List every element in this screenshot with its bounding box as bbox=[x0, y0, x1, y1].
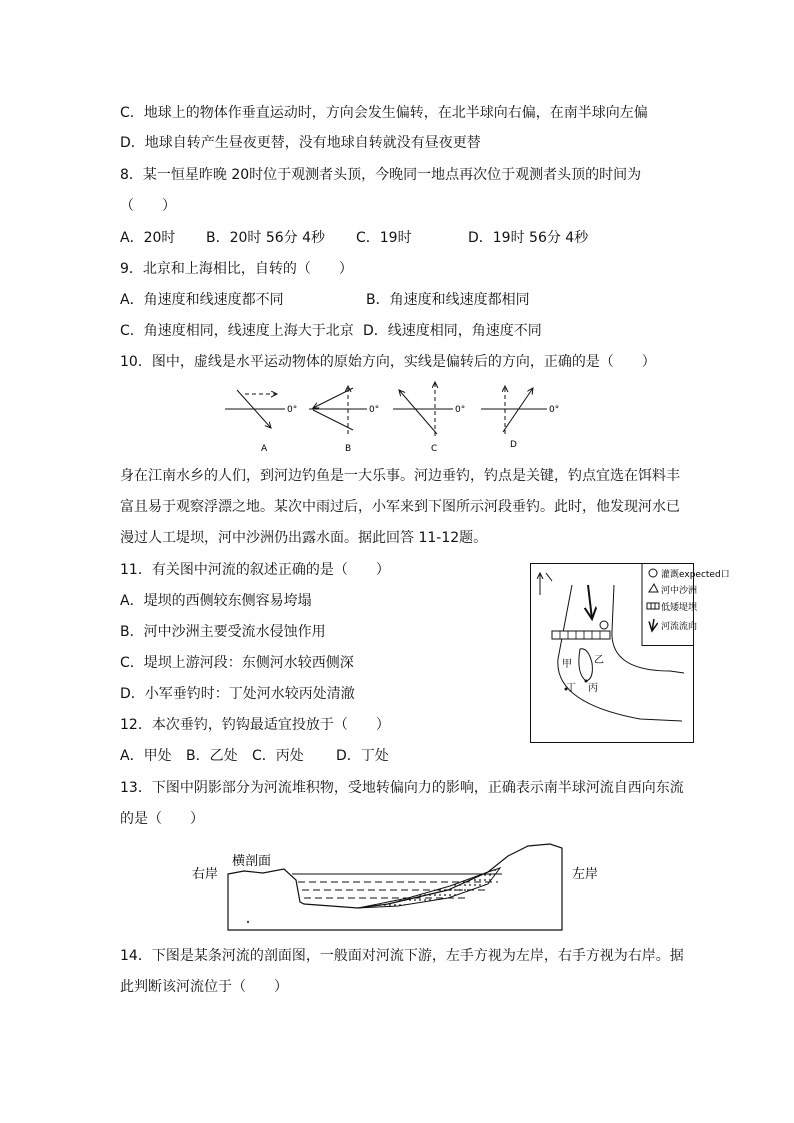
passage-line-1: 身在江南水乡的人们，到河边钓鱼是一大乐事。河边垂钓，钓点是关键，钓点宜选在饵料丰 bbox=[120, 468, 680, 484]
passage-line-2: 富且易于观察浮漂之地。某次中雨过后，小军来到下图所示河段垂钓。此时，他发现河水已 bbox=[120, 499, 680, 515]
q10-diagram-a bbox=[225, 390, 297, 454]
q12-option-b: B．乙处 bbox=[186, 748, 238, 764]
q12-option-a: A．甲处 bbox=[120, 748, 172, 764]
q8-options bbox=[120, 228, 588, 248]
q10-degree-b: 0° bbox=[369, 405, 380, 415]
q10-diagram-b bbox=[309, 386, 379, 454]
left-bank-label: 左岸 bbox=[572, 867, 599, 882]
q14-stem-line-2: 此判断该河流位于（ ） bbox=[120, 979, 288, 995]
q10-degree-d: 0° bbox=[549, 405, 560, 415]
q11-river-map bbox=[530, 563, 730, 743]
q12-stem: 12．本次垂钓，钓钩最适宜投放于（ ） bbox=[120, 717, 390, 733]
q7-option-c: C．地球上的物体作垂直运动时，方向会发生偏转，在北半球向右偏，在南半球向左偏 bbox=[120, 105, 648, 121]
q12-options bbox=[120, 746, 389, 766]
q9-option-b: B．角速度和线速度都相同 bbox=[366, 292, 530, 308]
place-yi: 乙 bbox=[594, 655, 604, 666]
q9-option-c: C．角速度相同，线速度上海大于北京 bbox=[120, 323, 354, 339]
q11-stem: 11．有关图中河流的叙述正确的是（ ） bbox=[120, 562, 390, 578]
q11-option-c: C．堤坝上游河段：东侧河水较西侧深 bbox=[120, 655, 354, 671]
q10-diagram-c bbox=[393, 382, 465, 454]
q10-label-c: C bbox=[431, 444, 438, 454]
place-ding: 丁 bbox=[566, 683, 576, 694]
passage-line-3: 漫过人工堤坝，河中沙洲仍出露水面。据此回答 11-12题。 bbox=[120, 530, 488, 546]
legend-flow: 河流流向 bbox=[661, 622, 698, 632]
q12-option-d: D．丁处 bbox=[336, 748, 389, 764]
q8-option-b: B．20时 56分 4秒 bbox=[206, 230, 326, 246]
q8-option-a: A．20时 bbox=[120, 230, 176, 246]
q11-option-a: A．堤坝的西侧较东侧容易垮塌 bbox=[120, 593, 312, 609]
q9-option-d: D．线速度相同，角速度不同 bbox=[363, 323, 542, 339]
q12-option-c: C．丙处 bbox=[252, 748, 304, 764]
dam-icon bbox=[647, 603, 659, 609]
q8-answer-paren: （ ） bbox=[120, 198, 176, 214]
q9-option-a: A．角速度和线速度都不同 bbox=[120, 292, 284, 308]
q8-stem: 8．某一恒星昨晚 20时位于观测者头顶，今晚同一地点再次位于观测者头顶的时间为 bbox=[120, 167, 642, 183]
q8-option-d: D．19时 56分 4秒 bbox=[468, 230, 589, 246]
place-jia: 甲 bbox=[562, 659, 572, 670]
q10-diagram-d bbox=[481, 386, 559, 450]
q10-figure bbox=[215, 378, 575, 456]
q10-stem: 10．图中，虚线是水平运动物体的原始方向，实线是偏转后的方向，正确的是（ ） bbox=[120, 354, 656, 370]
legend-dam: 低矮堤坝 bbox=[661, 603, 698, 613]
q10-degree-a: 0° bbox=[287, 405, 298, 415]
q10-degree-c: 0° bbox=[455, 405, 466, 415]
legend-irrigation: 灌溉expected口 bbox=[661, 570, 730, 580]
q13-stem-line-2: 的是（ ） bbox=[120, 811, 204, 827]
q13-river-cross-section bbox=[188, 838, 608, 932]
legend-sandbar: 河中沙洲 bbox=[661, 586, 698, 596]
q14-stem-line-1: 14．下图是某条河流的剖面图，一般面对河流下游，左手方视为左岸，右手方视为右岸。据 bbox=[120, 948, 684, 964]
right-bank-label: 右岸 bbox=[192, 867, 219, 882]
q9-stem: 9．北京和上海相比，自转的（ ） bbox=[120, 261, 353, 277]
q7-option-d: D．地球自转产生昼夜更替，没有地球自转就没有昼夜更替 bbox=[120, 135, 481, 151]
q10-label-a: A bbox=[261, 444, 268, 454]
q10-label-b: B bbox=[345, 444, 352, 454]
cross-section-title: 横剖面 bbox=[232, 854, 272, 869]
place-bing: 丙 bbox=[588, 683, 598, 694]
q11-option-b: B．河中沙洲主要受流水侵蚀作用 bbox=[120, 624, 326, 640]
q10-label-d: D bbox=[510, 440, 517, 450]
q11-option-d: D．小军垂钓时：丁处河水较丙处清澈 bbox=[120, 686, 355, 702]
q8-option-c: C．19时 bbox=[356, 230, 412, 246]
q13-stem-line-1: 13．下图中阴影部分为河流堆积物，受地转偏向力的影响，正确表示南半球河流自西向东流 bbox=[120, 780, 684, 796]
